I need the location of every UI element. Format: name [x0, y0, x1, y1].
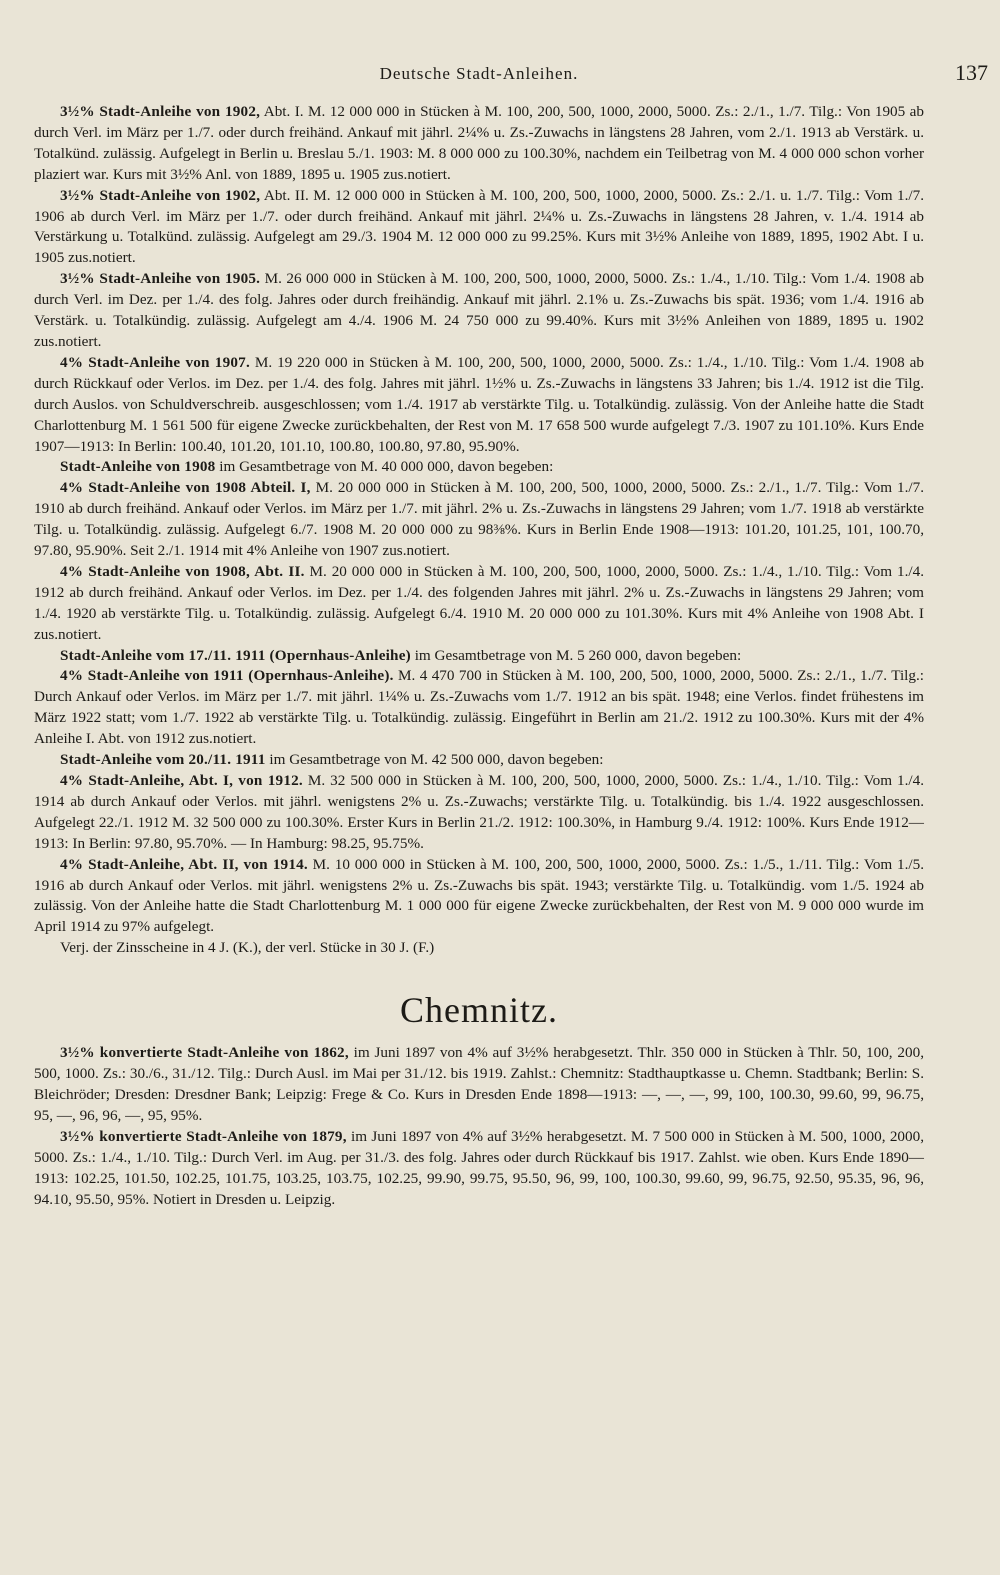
loan-text: im Gesamtbetrage von M. 42 500 000, davon begeben:	[265, 751, 604, 769]
loan-text: M. 26 000 000 in Stücken à M. 100, 200, 500, 1000, 2000, 5000. Zs.: 1./4., 1./10. Tilg.: Vom 1./4. 1908 ab durch Verl. im Dez. per 1./4. des folg. Jahres oder durch freihändig. Ankauf mit jährl. 2.1% u. Zs.-Zuwachs bis spät. 1936; vom 1./4. 1916 ab Verstärk. u. Totalkündig. zulässig. Aufgelegt am 4./4. 1906 M. 24 750 000 zu 99.40%. Kurs mit 3½% Anleihen von 1889, 1895 u. 1902 zus.notiert.	[34, 270, 924, 350]
loan-entry	[34, 102, 924, 186]
loan-entry	[34, 666, 924, 750]
loan-entry	[34, 1127, 924, 1211]
loan-title: 4% Stadt-Anleihe von 1908 Abteil. I,	[60, 479, 311, 497]
page-header	[34, 56, 988, 102]
loan-entry	[34, 750, 924, 771]
loan-text: im Juni 1897 von 4% auf 3½% herabgesetzt. M. 7 500 000 in Stücken à M. 500, 1000, 2000, 5000. Zs.: 1./4., 1./10. Tilg.: Durch Verl. im Aug. per 31./3. des folg. Jahres oder durch Rückkauf bis 1917. Zahlst. wie oben. Kurs Ende 1890—1913: 102.25, 101.50, 102.25, 101.75, 103.25, 103.75, 102.25, 99.90, 99.75, 95.50, 96, 99, 100, 100.30, 99.60, 99, 96.75, 92.50, 95.35, 96, 96, 94.10, 95.50, 95%. Notiert in Dresden u. Leipzig.	[34, 1127, 924, 1208]
loan-title: Stadt-Anleihe vom 17./11. 1911 (Opernhaus-Anleihe)	[60, 646, 411, 664]
loan-title: 3½% konvertierte Stadt-Anleihe von 1862,	[60, 1044, 349, 1062]
loan-title: 4% Stadt-Anleihe, Abt. I, von 1912.	[60, 772, 303, 789]
loan-title: Stadt-Anleihe vom 20./11. 1911	[60, 751, 266, 769]
loan-text: im Juni 1897 von 4% auf 3½% herabgesetzt. Thlr. 350 000 in Stücken à Thlr. 50, 100, 200, 500, 1000. Zs.: 30./6., 31./12. Tilg.: Durch Ausl. im Mai per 31./12. bis 1919. Zahlst.: Chemnitz: Stadthauptkasse u. Chemn. Stadtbank; Berlin: S. Bleichröder; Dresden: Dresdner Bank; Leipzig: Frege & Co. Kurs in Dresden Ende 1898—1913: —, —, —, 99, 100, 100.30, 99.60, 99, 96.75, 95, —, 96, 96, —, 95, 95%.	[34, 1044, 924, 1124]
city-heading: Chemnitz.	[400, 990, 558, 1031]
loan-text: Abt. I. M. 12 000 000 in Stücken à M. 100, 200, 500, 1000, 2000, 5000. Zs.: 2./1., 1./7. Tilg.: Von 1905 ab durch Verl. im März per 1./7. oder durch freihänd. Ankauf mit jährl. 2¼% u. Zs.-Zuwachs in längstens 28 Jahren, vom 2./1. 1913 ab Verstärk. u. Totalkünd. zulässig. Aufgelegt in Berlin u. Breslau 5./1. 1903: M. 8 000 000 zu 100.30%, nachdem ein Teilbetrag von M. 4 000 000 schon vorher plaziert war. Kurs mit 3½% Anl. von 1889, 1895 u. 1905 zus.notiert.	[34, 103, 924, 183]
loan-entry	[34, 646, 924, 667]
loan-entry	[34, 478, 924, 562]
loan-title: 4% Stadt-Anleihe von 1908, Abt. II.	[60, 562, 305, 580]
loan-text: im Gesamtbetrage von M. 40 000 000, davon begeben:	[215, 458, 554, 476]
loan-text: M. 20 000 000 in Stücken à M. 100, 200, 500, 1000, 2000, 5000. Zs.: 1./4., 1./10. Tilg.: Vom 1./4. 1912 ab durch freihänd. Ankauf oder Verlos. im Dez. per 1./4. des folgenden Jahres mit jährl. 2% u. Zs.-Zuwachs in längstens 29 Jahren; vom 1./4. 1920 ab verstärkte Tilg. u. Totalkündig. zulässig. Aufgelegt 6./4. 1910 M. 20 000 000 zu 101.30%. Kurs mit 4% Anleihe von 1908 Abt. I zus.notiert.	[34, 562, 924, 643]
loan-entry	[34, 353, 924, 458]
loan-text: M. 19 220 000 in Stücken à M. 100, 200, 500, 1000, 2000, 5000. Zs.: 1./4., 1./10. Tilg.: Vom 1./4. 1908 ab durch Rückkauf oder Verlos. im Dez. per 1./4. des folg. Jahres mit jährl. 1½% u. Zs.-Zuwachs in längstens 33 Jahren; bis 1./4. 1912 ist die Tilg. durch Auslos. von Schuldverschreib. ausgeschlossen; vom 1./4. 1917 ab verstärkte Tilg. u. Totalkündig. zulässig. Von der Anleihe hatte die Stadt Charlottenburg M. 1 561 500 für eigene Zwecke zurückbehalten, der Rest von M. 17 658 500 wurde aufgelegt 7./3. 1907 zu 101.10%. Kurs Ende 1907—1913: In Berlin: 100.40, 101.20, 101.10, 100.80, 100.80, 97.80, 95.90%.	[34, 353, 924, 455]
loan-entry	[34, 938, 924, 959]
loan-text: M. 20 000 000 in Stücken à M. 100, 200, 500, 1000, 2000, 5000. Zs.: 2./1., 1./7. Tilg.: Vom 1./7. 1910 ab durch freihänd. Ankauf oder Verlos. im März per 1./7. mit jährl. 2% u. Zs.-Zuwachs in längstens 29 Jahren; vom 1./7. 1918 ab verstärkte Tilg. u. Totalkündig. zulässig. Aufgelegt 6./7. 1908 M. 20 000 000 zu 98⅜%. Kurs in Berlin Ende 1908—1913: 101.20, 101.25, 101, 100.70, 97.80, 95.90%. Seit 2./1. 1914 mit 4% Anleihe von 1907 zus.notiert.	[34, 479, 925, 560]
loan-title: 4% Stadt-Anleihe, Abt. II, von 1914.	[60, 855, 308, 873]
loan-entry	[34, 457, 924, 478]
loan-title: Stadt-Anleihe von 1908	[60, 458, 216, 476]
loan-title: 3½% konvertierte Stadt-Anleihe von 1879,	[60, 1127, 347, 1145]
loan-text: Verj. der Zinsscheine in 4 J. (K.), der verl. Stücke in 30 J. (F.)	[60, 939, 435, 957]
section-charlottenburg	[34, 102, 924, 959]
loan-text: im Gesamtbetrage von M. 5 260 000, davon begeben:	[410, 646, 742, 664]
running-head: Deutsche Stadt-Anleihen.	[379, 64, 579, 83]
loan-title: 3½% Stadt-Anleihe von 1905.	[60, 270, 261, 288]
loan-entry	[34, 771, 924, 855]
loan-entry	[34, 186, 924, 270]
loan-title: 3½% Stadt-Anleihe von 1902,	[60, 103, 261, 120]
loan-title: 4% Stadt-Anleihe von 1907.	[60, 353, 250, 371]
loan-text: Abt. II. M. 12 000 000 in Stücken à M. 100, 200, 500, 1000, 2000, 5000. Zs.: 2./1. u. 1./7. Tilg.: Vom 1./7. 1906 ab durch Verl. im März per 1./7. oder durch freihänd. Ankauf mit jährl. 2¼% u. Zs.-Zuwachs in längstens 28 Jahren, v. 1./4. 1914 ab Verstärkung u. Totalkünd. zulässig. Aufgelegt am 29./3. 1904 M. 12 000 000 zu 99.25%. Kurs mit 3½% Anleihe von 1889, 1895, 1902 Abt. I u. 1905 zus.notiert.	[34, 186, 924, 267]
loan-text: M. 10 000 000 in Stücken à M. 100, 200, 500, 1000, 2000, 5000. Zs.: 1./5., 1./11. Tilg.: Vom 1./5. 1916 ab durch Ankauf oder Verlos. mit jährl. wenigstens 2% u. Zs.-Zuwachs bis spät. 1943; verstärkte Tilg. u. Totalkündig. vom 1./5. 1924 ab zulässig. Von der Anleihe hatte die Stadt Charlottenburg M. 1 000 000 für eigene Zwecke zurückbehalten, der Rest von M. 9 000 000 wurde im April 1914 zu 97% aufgelegt.	[34, 855, 924, 936]
loan-entry	[34, 269, 924, 353]
loan-entry	[34, 855, 924, 939]
loan-text: M. 32 500 000 in Stücken à M. 100, 200, 500, 1000, 2000, 5000. Zs.: 1./4., 1./10. Tilg.: Vom 1./4. 1914 ab durch Ankauf oder Verlos. mit jährl. wenigstens 2% u. Zs.-Zuwachs; verstärkte Tilg. u. Totalkündig. bis 1./4. 1922 ausgeschlossen. Aufgelegt 22./1. 1912 M. 32 500 000 zu 100.30%. Erster Kurs in Berlin 21./2. 1912: 100.30%, in Hamburg 9./4. 1912: 100%. Kurs Ende 1912—1913: In Berlin: 97.80, 95.70%. — In Hamburg: 98.25, 95.75%.	[34, 772, 924, 852]
page-number: 137	[955, 60, 988, 85]
loan-entry	[34, 562, 924, 646]
loan-title: 3½% Stadt-Anleihe von 1902,	[60, 186, 261, 204]
section-chemnitz	[34, 1043, 924, 1210]
loan-title: 4% Stadt-Anleihe von 1911 (Opernhaus-Anleihe).	[60, 667, 394, 685]
loan-text: M. 4 470 700 in Stücken à M. 100, 200, 500, 1000, 2000, 5000. Zs.: 2./1., 1./7. Tilg.: Durch Ankauf oder Verlos. im März per 1./7. mit jährl. 1¼% u. Zs.-Zuwachs vom 1./7. 1912 an bis spät. 1948; eine Verlos. findet frühestens im März 1922 statt; vom 1./7. 1922 ab verstärkte Tilg. u. Totalkündig. zulässig. Eingeführt in Berlin am 21./2. 1912 zu 100.30%. Kurs mit der 4% Anleihe I. Abt. von 1912 zus.notiert.	[34, 667, 924, 748]
loan-entry	[34, 1043, 924, 1127]
